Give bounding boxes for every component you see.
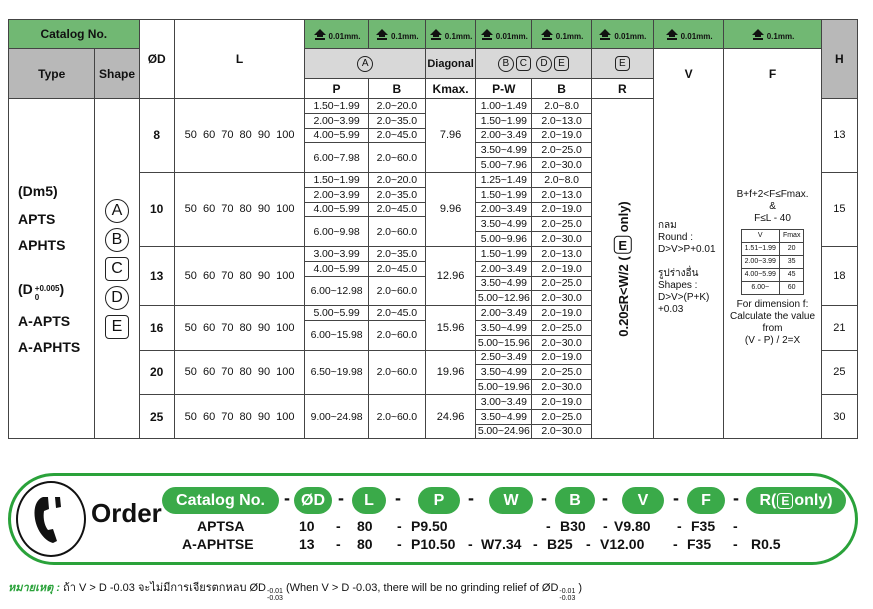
p-cell: 1.50~1.99	[305, 99, 368, 114]
od-header: ØD	[139, 20, 174, 99]
p-cell: 2.00~3.99	[305, 187, 368, 202]
pw-cell: 3.00~3.49	[476, 394, 532, 409]
pw-cell: 2.00~3.49	[476, 128, 532, 143]
pw-cell: 3.50~4.99	[476, 217, 532, 232]
h-cell: 13	[821, 99, 857, 173]
b-cell: 2.0~35.0	[368, 113, 425, 128]
b-cell: 2.0~45.0	[368, 261, 425, 276]
shape-a-icon: A	[105, 199, 129, 223]
ex1-p: P9.50	[411, 518, 448, 534]
catalog-no-header: Catalog No.	[9, 20, 140, 49]
spec-table	[8, 19, 858, 439]
b-cell: 2.0~60.0	[368, 394, 425, 438]
p-cell: 6.00~9.98	[305, 217, 368, 247]
b2-cell: 2.0~19.0	[532, 306, 591, 321]
pw-cell: 2.00~3.49	[476, 306, 532, 321]
ex1-f: F35	[691, 518, 716, 534]
b2-cell: 2.0~19.0	[532, 350, 591, 365]
pw-cell: 3.50~4.99	[476, 409, 532, 424]
p-cell: 3.00~3.99	[305, 246, 368, 261]
dash: -	[541, 488, 547, 508]
b-cell: 2.0~20.0	[368, 172, 425, 187]
pill-b: B	[555, 487, 595, 514]
pw-cell: 1.25~1.49	[476, 172, 532, 187]
pill-w: W	[489, 487, 533, 514]
f-cell: B+f+2<F≤Fmax. & F≤L - 40 V Fmax 1.51~1.99 20 2.00~3.99 35 4.00~5.99 45 6.00~ 60 For dimension f: Calculate the value from (V - P) / 2=X	[724, 99, 821, 439]
h-cell: 18	[821, 246, 857, 305]
b2-cell: 2.0~30.0	[532, 335, 591, 350]
od-cell: 8	[139, 99, 174, 173]
kmax-cell: 12.96	[425, 246, 475, 305]
ex2-catalog: A-APHTSE	[182, 536, 254, 552]
shape-e-label: E	[591, 49, 653, 79]
pw-cell: 1.50~1.99	[476, 187, 532, 202]
b2-cell: 2.0~19.0	[532, 202, 591, 217]
b-cell: 2.0~60.0	[368, 276, 425, 306]
fmax-table: V Fmax 1.51~1.99 20 2.00~3.99 35 4.00~5.99 45 6.00~ 60	[741, 229, 805, 295]
b2-cell: 2.0~19.0	[532, 128, 591, 143]
p-cell: 6.00~7.98	[305, 143, 368, 173]
pill-p: P	[418, 487, 460, 514]
pw-cell: 5.00~15.96	[476, 335, 532, 350]
up-arrow-icon	[313, 28, 327, 41]
pw-cell: 2.00~3.49	[476, 202, 532, 217]
shape-a-label: A	[305, 49, 426, 79]
l-header: L	[174, 20, 305, 99]
p-cell: 4.00~5.99	[305, 261, 368, 276]
kmax-cell: 9.96	[425, 172, 475, 246]
pw-cell: 5.00~24.96	[476, 424, 532, 439]
b-cell: 2.0~60.0	[368, 350, 425, 394]
b-cell: 2.0~60.0	[368, 143, 425, 173]
r-cell: 0.20≤R<W/2 ( E only)	[591, 99, 653, 439]
diagonal-header: Diagonal	[425, 49, 475, 79]
h-cell: 21	[821, 306, 857, 350]
tol-b2: 0.1mm.	[532, 20, 591, 49]
kmax-header: Kmax.	[425, 79, 475, 99]
b2-cell: 2.0~30.0	[532, 158, 591, 173]
p-cell: 5.00~5.99	[305, 306, 368, 321]
b-cell: 2.0~45.0	[368, 202, 425, 217]
b-header: B	[368, 79, 425, 99]
ex2-v: V12.00	[600, 536, 645, 552]
tol-pw: 0.01mm.	[476, 20, 532, 49]
shape-bcde-label: B C D E	[476, 49, 592, 79]
b2-cell: 2.0~13.0	[532, 113, 591, 128]
footnote-thai: ถ้า V > D -0.03 จะไม่มีการเจียรตกหลบ ØD	[60, 582, 266, 594]
b-cell: 2.0~35.0	[368, 187, 425, 202]
tol-b: 0.1mm.	[368, 20, 425, 49]
dash: -	[338, 488, 344, 508]
footnote: หมายเหตุ : ถ้า V > D -0.03 จะไม่มีการเจียรตกหลบ ØD -0.01 -0.03 (When V > D -0.03, there will be no grinding relief of ØD -0.01 -0.03 )	[8, 582, 583, 602]
pw-cell: 3.50~4.99	[476, 365, 532, 380]
b2-cell: 2.0~19.0	[532, 261, 591, 276]
od-cell: 25	[139, 394, 174, 438]
pw-header: P-W	[476, 79, 532, 99]
l-cell: 50 60 70 80 90 100	[174, 246, 305, 305]
h-header: H	[821, 20, 857, 99]
b2-cell: 2.0~13.0	[532, 187, 591, 202]
pill-l: L	[352, 487, 386, 514]
b2-cell: 2.0~25.0	[532, 409, 591, 424]
pw-cell: 2.50~3.49	[476, 350, 532, 365]
p-cell: 9.00~24.98	[305, 394, 368, 438]
ex2-od: 13	[299, 536, 315, 552]
l-cell: 50 60 70 80 90 100	[174, 350, 305, 394]
pw-cell: 2.00~3.49	[476, 261, 532, 276]
p-cell: 4.00~5.99	[305, 128, 368, 143]
ex1-l: 80	[357, 518, 373, 534]
b2-cell: 2.0~13.0	[532, 246, 591, 261]
h-cell: 25	[821, 350, 857, 394]
p-cell: 6.00~12.98	[305, 276, 368, 306]
pw-cell: 5.00~19.96	[476, 380, 532, 395]
b-cell: 2.0~45.0	[368, 128, 425, 143]
up-arrow-icon	[598, 28, 612, 41]
pw-cell: 3.50~4.99	[476, 143, 532, 158]
ex1-b: B30	[560, 518, 586, 534]
dash: -	[468, 488, 474, 508]
footnote-label: หมายเหตุ :	[8, 582, 60, 594]
pw-cell: 5.00~12.96	[476, 291, 532, 306]
tol-p: 0.01mm.	[305, 20, 368, 49]
l-cell: 50 60 70 80 90 100	[174, 99, 305, 173]
pw-cell: 3.50~4.99	[476, 320, 532, 335]
up-arrow-icon	[375, 28, 389, 41]
ex1-catalog: APTSA	[197, 518, 245, 534]
p-cell: 6.50~19.98	[305, 350, 368, 394]
b2-cell: 2.0~30.0	[532, 232, 591, 247]
h-cell: 30	[821, 394, 857, 438]
od-cell: 10	[139, 172, 174, 246]
b-cell: 2.0~20.0	[368, 99, 425, 114]
b-cell: 2.0~45.0	[368, 306, 425, 321]
footnote-en: (When V > D -0.03, there will be no grinding relief of ØD	[282, 582, 559, 594]
shape-b-icon: B	[105, 228, 129, 252]
phone-icon	[16, 481, 86, 557]
od-cell: 16	[139, 306, 174, 350]
b2-cell: 2.0~25.0	[532, 143, 591, 158]
pw-cell: 1.50~1.99	[476, 113, 532, 128]
b2-cell: 2.0~30.0	[532, 291, 591, 306]
b2-cell: 2.0~19.0	[532, 394, 591, 409]
tol-k: 0.1mm.	[425, 20, 475, 49]
ex2-p: P10.50	[411, 536, 456, 552]
dash: -	[395, 488, 401, 508]
tol-r: 0.01mm.	[591, 20, 653, 49]
b2-cell: 2.0~8.0	[532, 99, 591, 114]
kmax-cell: 7.96	[425, 99, 475, 173]
pw-cell: 5.00~9.96	[476, 232, 532, 247]
b2-cell: 2.0~25.0	[532, 276, 591, 291]
ex2-r: R0.5	[751, 536, 781, 552]
b2-cell: 2.0~30.0	[532, 380, 591, 395]
type-cell: (Dm5) APTS APHTS (D $^{+0.005 0}$ ) A-APTS A-APHTS	[9, 99, 95, 439]
b2-cell: 2.0~25.0	[532, 365, 591, 380]
dash: -	[733, 488, 739, 508]
ex2-l: 80	[357, 536, 373, 552]
r-header: R	[591, 79, 653, 99]
b2-header: B	[532, 79, 591, 99]
shape-cell	[95, 99, 139, 439]
dash: -	[284, 488, 290, 508]
ex2-w: W7.34	[481, 536, 522, 552]
f-header: F	[724, 49, 821, 99]
b-cell: 2.0~60.0	[368, 320, 425, 350]
tol-f: 0.1mm.	[724, 20, 821, 49]
od-cell: 13	[139, 246, 174, 305]
table-row	[9, 99, 858, 114]
ex2-f: F35	[687, 536, 712, 552]
pw-cell: 1.00~1.49	[476, 99, 532, 114]
l-cell: 50 60 70 80 90 100	[174, 172, 305, 246]
pill-v: V	[622, 487, 664, 514]
up-arrow-icon	[480, 28, 494, 41]
l-cell: 50 60 70 80 90 100	[174, 306, 305, 350]
pill-od: ØD	[294, 487, 332, 514]
b2-cell: 2.0~8.0	[532, 172, 591, 187]
p-cell: 4.00~5.99	[305, 202, 368, 217]
tol-v: 0.01mm.	[653, 20, 723, 49]
dash: -	[673, 488, 679, 508]
type-header: Type	[9, 49, 95, 99]
b2-cell: 2.0~30.0	[532, 424, 591, 439]
order-box: Order Catalog No. - ØD - L - P - W - B - V - F - R( E only) APTSA 10 - 80 - P9.50 - B30 - V9.80 - F35 - A-APHTSE 13 - 80 - P10.50 - W7.34 - B25 - V12.00 - F35 - R0.5	[8, 473, 858, 565]
ex2-b: B25	[547, 536, 573, 552]
pill-f: F	[687, 487, 725, 514]
v-cell: กลม Round : D>V>P+0.01 รูปร่างอื่น Shapes : D>V>(P+K) +0.03	[653, 99, 723, 439]
shape-c-icon: C	[105, 257, 129, 281]
p-cell: 1.50~1.99	[305, 172, 368, 187]
b-cell: 2.0~35.0	[368, 246, 425, 261]
pw-cell: 5.00~7.96	[476, 158, 532, 173]
kmax-cell: 24.96	[425, 394, 475, 438]
shape-header: Shape	[95, 49, 139, 99]
p-cell: 6.00~15.98	[305, 320, 368, 350]
pill-r: R( E only)	[746, 487, 846, 514]
h-cell: 15	[821, 172, 857, 246]
shape-d-icon: D	[105, 286, 129, 310]
pw-cell: 3.50~4.99	[476, 276, 532, 291]
shape-e-icon: E	[105, 315, 129, 339]
b-cell: 2.0~60.0	[368, 217, 425, 247]
kmax-cell: 15.96	[425, 306, 475, 350]
ex1-v: V9.80	[614, 518, 651, 534]
up-arrow-icon	[751, 28, 765, 41]
kmax-cell: 19.96	[425, 350, 475, 394]
l-cell: 50 60 70 80 90 100	[174, 394, 305, 438]
p-header: P	[305, 79, 368, 99]
p-cell: 2.00~3.99	[305, 113, 368, 128]
dash: -	[602, 488, 608, 508]
order-title: Order	[91, 498, 162, 528]
pill-catalog: Catalog No.	[162, 487, 279, 514]
ex1-od: 10	[299, 518, 315, 534]
v-header: V	[653, 49, 723, 99]
pw-cell: 1.50~1.99	[476, 246, 532, 261]
od-cell: 20	[139, 350, 174, 394]
up-arrow-icon	[429, 28, 443, 41]
up-arrow-icon	[665, 28, 679, 41]
b2-cell: 2.0~25.0	[532, 320, 591, 335]
up-arrow-icon	[540, 28, 554, 41]
b2-cell: 2.0~25.0	[532, 217, 591, 232]
